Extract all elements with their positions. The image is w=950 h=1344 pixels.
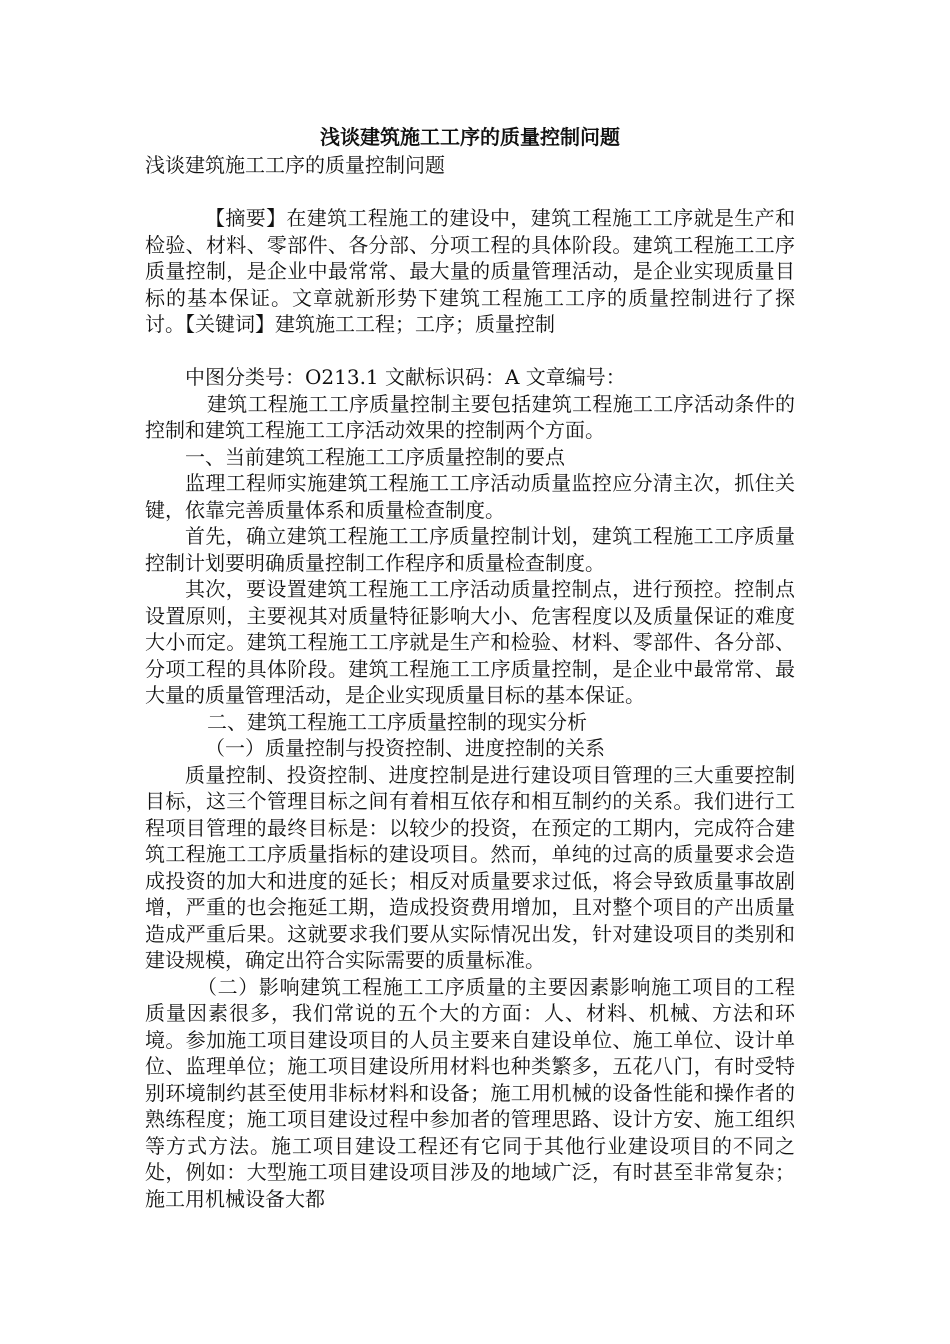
document-body xyxy=(145,122,795,1212)
section-1-heading: 一、当前建筑工程施工工序质量控制的要点 xyxy=(185,444,565,469)
blank-line xyxy=(145,179,795,206)
classification-line: 中图分类号：O213.1 文献标识码：A 文章编号： xyxy=(185,365,626,389)
section-2-heading: 二、建筑工程施工工序质量控制的现实分析 xyxy=(207,709,587,734)
section-1-paragraph-1: 监理工程师实施建筑工程施工工序活动质量监控应分清主次，抓住关键，依靠完善质量体系和质量检查制度。 xyxy=(145,471,795,522)
document-title: 浅谈建筑施工工序的质量控制问题 xyxy=(320,125,620,149)
intro-paragraph: 建筑工程施工工序质量控制主要包括建筑工程施工工序活动条件的控制和建筑工程施工工序活动效果的控制两个方面。 xyxy=(145,391,795,442)
section-1-paragraph-3: 其次，要设置建筑工程施工工序活动质量控制点，进行预控。控制点设置原则，主要视其对质量特征影响大小、危害程度以及质量保证的难度大小而定。建筑工程施工工序就是生产和检验、材料、零部件、各分部、分项工程的具体阶段。建筑工程施工工序质量控制，是企业中最常常、最大量的质量管理活动，是企业实现质量目标的基本保证。 xyxy=(145,577,795,707)
section-2-subsection-1-paragraph: 质量控制、投资控制、进度控制是进行建设项目管理的三大重要控制目标，这三个管理目标之间有着相互依存和相互制约的关系。我们进行工程项目管理的最终目标是：以较少的投资，在预定的工期内，完成符合建筑工程施工工序质量指标的建设项目。然而，单纯的过高的质量要求会造成投资的加大和进度的延长；相反对质量要求过低，将会导致质量事故剧增，严重的也会拖延工期，造成投资费用增加，且对整个项目的产出质量造成严重后果。这就要求我们要从实际情况出发，针对建设项目的类别和建设规模，确定出符合实际需要的质量标准。 xyxy=(145,762,795,972)
section-2-subheading-1: （一）质量控制与投资控制、进度控制的关系 xyxy=(205,736,605,760)
abstract-paragraph: 【摘要】在建筑工程施工的建设中，建筑工程施工工序就是生产和检验、材料、零部件、各分部、分项工程的具体阶段。建筑工程施工工序质量控制，是企业中最常常、最大量的质量管理活动，是企业实现质量目标的基本保证。文章就新形势下建筑工程施工工序的质量控制进行了探讨。【关键词】建筑施工工程；工序；质量控制 xyxy=(145,206,795,336)
section-2-subsection-2-paragraph: （二）影响建筑工程施工工序质量的主要因素影响施工项目的工程质量因素很多，我们常说的五个大的方面：人、材料、机械、方法和环境。参加施工项目建设项目的人员主要来自建设单位、施工单位、设计单位、监理单位；施工项目建设所用材料也种类繁多，五花八门，有时受特别环境制约甚至使用非标材料和设备；施工用机械的设备性能和操作者的熟练程度；施工项目建设过程中参加者的管理思路、设计方安、施工组织等方式方法。施工项目建设工程还有它同于其他行业建设项目的不同之处，例如：大型施工项目建设项目涉及的地域广泛，有时甚至非常复杂；施工用机械设备大都 xyxy=(145,974,795,1211)
document-subtitle: 浅谈建筑施工工序的质量控制问题 xyxy=(145,153,445,177)
section-1-paragraph-2: 首先，确立建筑工程施工工序质量控制计划，建筑工程施工工序质量控制计划要明确质量控制工作程序和质量检查制度。 xyxy=(145,524,795,575)
blank-line xyxy=(145,338,795,365)
